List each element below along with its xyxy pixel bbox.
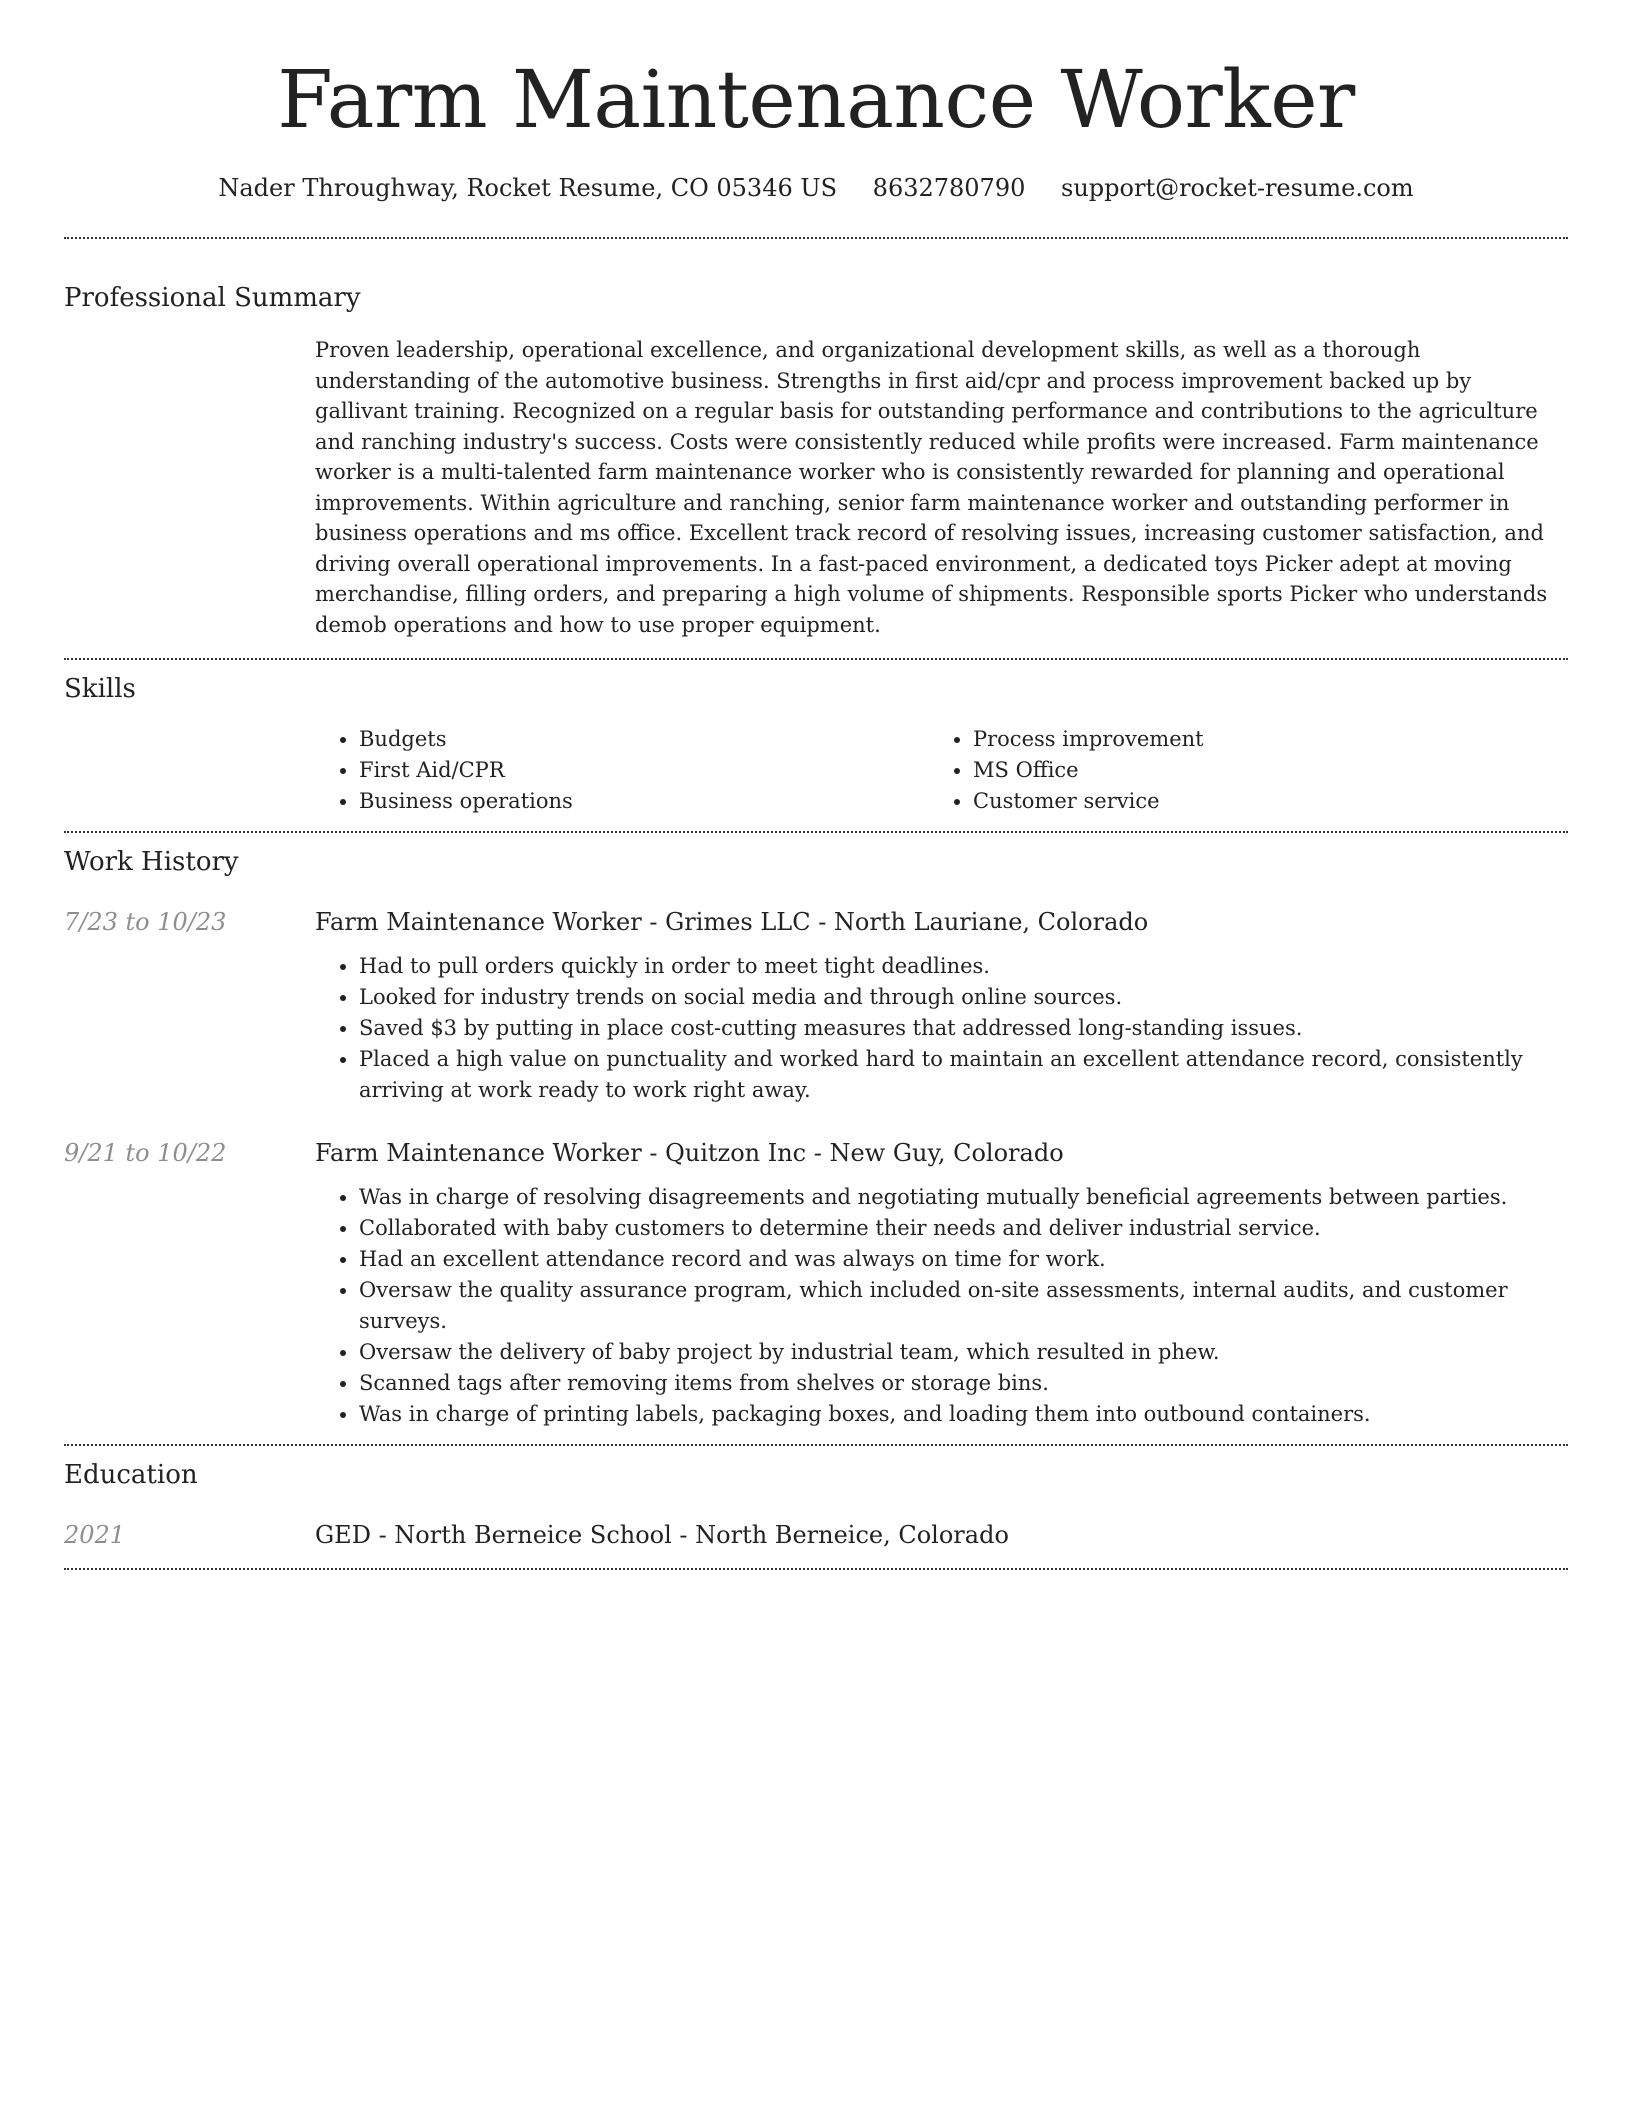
contact-address: Nader Throughway, Rocket Resume, CO 05346 US bbox=[218, 174, 838, 202]
section-divider bbox=[64, 1444, 1568, 1446]
contact-line bbox=[64, 172, 1568, 204]
work-history-heading: Work History bbox=[64, 847, 239, 877]
education-date: 2021 bbox=[64, 1521, 126, 1549]
job-bullet: • Had to pull orders quickly in order to meet tight deadlines. bbox=[359, 951, 1568, 982]
job-heading: Farm Maintenance Worker - Grimes LLC - North Lauriane, Colorado bbox=[315, 908, 1149, 936]
section-divider bbox=[64, 1568, 1568, 1570]
summary-heading: Professional Summary bbox=[64, 283, 361, 313]
job-bullet: • Was in charge of resolving disagreements and negotiating mutually beneficial agreements between parties. bbox=[359, 1182, 1568, 1213]
summary-text: Proven leadership, operational excellence, and organizational development skills, as well as a thorough understanding of the automotive business. Strengths in first aid/cpr and process improvement backed up by gallivant training. Recognized on a regular basis for outstanding performance and contributions to the agriculture and ranching industry's success. Costs were consistently reduced while profits were increased. Farm maintenance worker is a multi-talented farm maintenance worker who is consistently rewarded for planning and operational improvements. Within agriculture and ranching, senior farm maintenance worker and outstanding performer in business operations and ms office. Excellent track record of resolving issues, increasing customer satisfaction, and driving overall operational improvements. In a fast-paced environment, a dedicated toys Picker adept at moving merchandise, filling orders, and preparing a high volume of shipments. Responsible sports Picker who understands demob operations and how to use proper equipment. bbox=[315, 338, 1548, 637]
job-bullet: • Placed a high value on punctuality and worked hard to maintain an excellent attendance record, consistently arriving at work ready to work right away. bbox=[359, 1044, 1568, 1106]
job-bullet: • Was in charge of printing labels, packaging boxes, and loading them into outbound containers. bbox=[359, 1399, 1568, 1430]
job-bullet: • Saved $3 by putting in place cost-cutting measures that addressed long-standing issues. bbox=[359, 1013, 1568, 1044]
education-heading: Education bbox=[64, 1460, 198, 1490]
skill-item: • First Aid/CPR bbox=[359, 755, 929, 786]
education-entry bbox=[64, 1518, 1568, 1552]
section-divider bbox=[64, 237, 1568, 239]
job-entry bbox=[64, 905, 1568, 1106]
education-heading-line: GED - North Berneice School - North Berneice, Colorado bbox=[315, 1521, 1009, 1549]
job-heading: Farm Maintenance Worker - Quitzon Inc - New Guy, Colorado bbox=[315, 1139, 1064, 1167]
section-divider bbox=[64, 831, 1568, 833]
skill-item: • Budgets bbox=[359, 724, 929, 755]
skill-item: • Process improvement bbox=[973, 724, 1543, 755]
job-bullet: • Scanned tags after removing items from shelves or storage bins. bbox=[359, 1368, 1568, 1399]
skill-item: • Customer service bbox=[973, 786, 1543, 817]
contact-email: support@rocket-resume.com bbox=[1061, 174, 1414, 202]
contact-phone: 8632780790 bbox=[872, 174, 1026, 202]
job-entry bbox=[64, 1136, 1568, 1430]
skill-item: • MS Office bbox=[973, 755, 1543, 786]
resume-page bbox=[64, 0, 1568, 1570]
job-bullet: • Collaborated with baby customers to determine their needs and deliver industrial service. bbox=[359, 1213, 1568, 1244]
resume-title: Farm Maintenance Worker bbox=[277, 53, 1355, 146]
section-divider bbox=[64, 658, 1568, 660]
job-date: 9/21 to 10/22 bbox=[64, 1139, 227, 1167]
skill-item: • Business operations bbox=[359, 786, 929, 817]
job-bullet: • Oversaw the quality assurance program, which included on-site assessments, internal audits, and customer surveys. bbox=[359, 1275, 1568, 1337]
job-date: 7/23 to 10/23 bbox=[64, 908, 227, 936]
job-bullets bbox=[315, 951, 1568, 1106]
job-bullet: • Had an excellent attendance record and was always on time for work. bbox=[359, 1244, 1568, 1275]
skills-column-left bbox=[315, 724, 929, 817]
job-bullet: • Looked for industry trends on social media and through online sources. bbox=[359, 982, 1568, 1013]
job-bullets bbox=[315, 1182, 1568, 1430]
job-bullet: • Oversaw the delivery of baby project by industrial team, which resulted in phew. bbox=[359, 1337, 1568, 1368]
skills-column-right bbox=[929, 724, 1543, 817]
skills-list bbox=[315, 724, 1568, 817]
skills-heading: Skills bbox=[64, 674, 136, 704]
